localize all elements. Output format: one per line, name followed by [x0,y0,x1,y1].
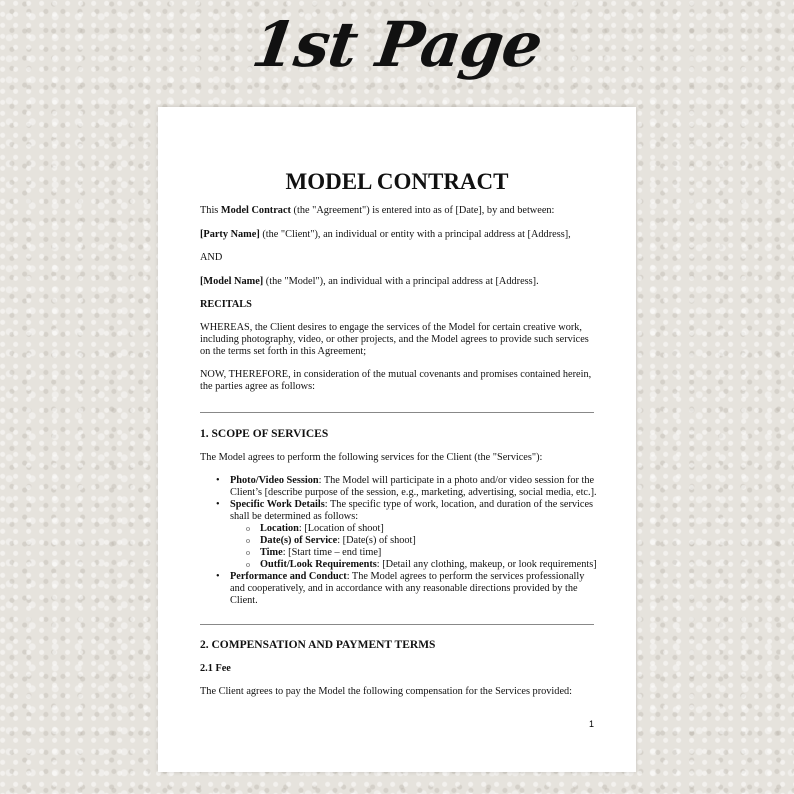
intro-paragraph: This Model Contract (the "Agreement") is entered into as of [Date], by and between: [200,205,555,216]
divider [200,624,594,625]
document-title: MODEL CONTRACT [285,169,509,194]
document-page [158,107,636,772]
section-1-heading: 1. SCOPE OF SERVICES [200,428,329,440]
section-2-heading: 2. COMPENSATION AND PAYMENT TERMS [200,639,436,651]
banner-title: 1st Page [247,8,547,81]
sub-list-item: o Location: [Location of shoot] [200,523,597,535]
whereas-paragraph [200,322,589,358]
services-list [200,475,597,607]
recitals-heading: RECITALS [200,299,252,310]
divider [200,412,594,413]
sub-list-item: o Outfit/Look Requirements: [Detail any clothing, makeup, or look requirements] [200,559,597,571]
list-item: • Specific Work Details: The specific type of work, location, and duration of the services shall be determined as follows: [200,499,597,523]
and-text: AND [200,252,223,263]
text-line: including photography, video, or other projects, and the Model agrees to provide such services [200,334,589,345]
list-item: • Photo/Video Session: The Model will participate in a photo and/or video session for the Client’s [describe purpose of the session, e.g., marketing, advertising, social media, etc.]. [200,475,597,499]
sub-list-item: o Time: [Start time – end time] [200,547,597,559]
sub-list-item: o Date(s) of Service: [Date(s) of shoot] [200,535,597,547]
text-line: on the terms set forth in this Agreement; [200,346,367,357]
text-line: NOW, THEREFORE, in consideration of the mutual covenants and promises contained herein, [200,369,592,380]
list-item: • Performance and Conduct: The Model agrees to perform the services professionally and cooperatively, and in accordance with any reasonable directions provided by the Client. [200,571,597,607]
text-line: the parties agree as follows: [200,381,315,392]
section-2-1-text: The Client agrees to pay the Model the following compensation for the Services provided: [200,686,573,697]
text-line: WHEREAS, the Client desires to engage the services of the Model for certain creative work, [200,322,583,333]
now-therefore-paragraph [200,369,591,393]
section-1-intro: The Model agrees to perform the following services for the Client (the "Services"): [200,452,543,463]
section-2-1-heading: 2.1 Fee [200,663,231,674]
party-paragraph: [Party Name] (the "Client"), an individual or entity with a principal address at [Address], [200,229,571,240]
page-number: 1 [589,719,595,729]
model-paragraph: [Model Name] (the "Model"), an individual with a principal address at [Address]. [200,276,539,287]
